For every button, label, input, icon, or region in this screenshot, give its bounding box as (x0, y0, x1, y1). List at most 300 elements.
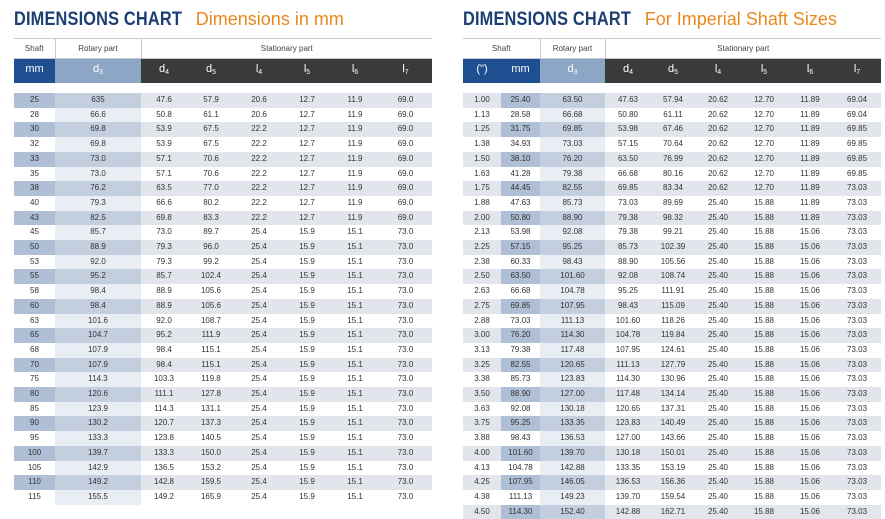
table-row (14, 416, 432, 431)
table-row (463, 505, 881, 519)
table-cell: 20.62 (695, 152, 741, 167)
table-cell: 73.03 (833, 490, 881, 505)
table-cell: 11.89 (787, 196, 833, 211)
table-cell: 73.03 (833, 255, 881, 270)
table-cell: 15.88 (741, 284, 787, 299)
table-cell: 12.70 (741, 152, 787, 167)
table-row (14, 387, 432, 402)
table-cell: 15.9 (283, 475, 331, 490)
table-cell: 1.63 (463, 167, 501, 182)
table-cell: 101.60 (501, 446, 540, 461)
table-cell: 88.90 (605, 255, 651, 270)
table-cell: 15.1 (331, 402, 379, 417)
table-row (14, 167, 432, 182)
table-cell: 4.50 (463, 505, 501, 519)
table-cell: 1.25 (463, 122, 501, 137)
table-cell: 11.89 (787, 137, 833, 152)
table-cell: 136.53 (540, 431, 605, 446)
table-cell: 20.62 (695, 122, 741, 137)
table-cell: 159.5 (187, 475, 235, 490)
table-cell: 69.85 (540, 122, 605, 137)
imperial-dimensions-panel (463, 0, 881, 519)
table-row (14, 240, 432, 255)
table-cell: 15.06 (787, 328, 833, 343)
table-cell: 102.4 (187, 269, 235, 284)
table-cell: 69.85 (833, 152, 881, 167)
table-cell: 130.96 (651, 372, 695, 387)
table-cell: 53 (14, 255, 55, 270)
table-cell: 35 (14, 167, 55, 182)
table-cell: 73.0 (379, 299, 432, 314)
table-cell: 73.0 (379, 314, 432, 329)
table-cell: 1.00 (463, 93, 501, 108)
table-cell: 15.88 (741, 416, 787, 431)
col-header-l4: $l_4$ (695, 59, 741, 84)
table-cell: 115.1 (187, 343, 235, 358)
table-cell: 107.9 (55, 343, 141, 358)
table-cell: 11.9 (331, 196, 379, 211)
table-cell: 1.50 (463, 152, 501, 167)
table-cell: 73.03 (833, 416, 881, 431)
table-cell: 155.5 (55, 490, 141, 505)
table-row (14, 108, 432, 123)
table-cell: 25.4 (235, 446, 283, 461)
table-cell: 25.40 (695, 431, 741, 446)
table-cell: 63.5 (141, 181, 187, 196)
table-cell: 101.6 (55, 314, 141, 329)
table-row (463, 137, 881, 152)
table-cell: 73.03 (833, 358, 881, 373)
col-header-d4: $d_4$ (141, 59, 187, 84)
table-cell: 143.66 (651, 431, 695, 446)
table-cell: 3.38 (463, 372, 501, 387)
table-cell: 82.55 (501, 358, 540, 373)
table-cell: 15.88 (741, 387, 787, 402)
table-cell: 111.13 (540, 314, 605, 329)
table-cell: 119.84 (651, 328, 695, 343)
table-row (14, 461, 432, 476)
table-cell: 67.46 (651, 122, 695, 137)
table-cell: 150.01 (651, 446, 695, 461)
table-cell: 4.38 (463, 490, 501, 505)
table-cell: 66.6 (141, 196, 187, 211)
table-cell: 69.85 (605, 181, 651, 196)
table-cell: 31.75 (501, 122, 540, 137)
table-cell: 11.89 (787, 167, 833, 182)
table-cell: 123.9 (55, 402, 141, 417)
table-cell: 15.9 (283, 343, 331, 358)
table-cell: 107.95 (501, 475, 540, 490)
table-cell: 133.3 (141, 446, 187, 461)
table-cell: 118.26 (651, 314, 695, 329)
table-cell: 124.61 (651, 343, 695, 358)
table-cell: 98.4 (55, 284, 141, 299)
table-cell: 153.19 (651, 461, 695, 476)
table-cell: 73.0 (379, 387, 432, 402)
table-cell: 25.4 (235, 372, 283, 387)
table-cell: 47.63 (501, 196, 540, 211)
table-row (14, 181, 432, 196)
table-cell: 53.9 (141, 122, 187, 137)
table-cell: 12.7 (283, 167, 331, 182)
table-cell: 12.70 (741, 108, 787, 123)
table-row (463, 225, 881, 240)
table-cell: 98.4 (141, 358, 187, 373)
table-cell: 15.06 (787, 475, 833, 490)
table-cell: 70 (14, 358, 55, 373)
table-cell: 12.7 (283, 152, 331, 167)
table-cell: 114.3 (55, 372, 141, 387)
table-cell: 99.21 (651, 225, 695, 240)
table-cell: 83.34 (651, 181, 695, 196)
table-cell: 15.1 (331, 269, 379, 284)
table-cell: 103.3 (141, 372, 187, 387)
table-row (463, 269, 881, 284)
imperial-title-main: DIMENSIONS CHART (463, 9, 631, 30)
table-cell: 22.2 (235, 152, 283, 167)
table-cell: 80.2 (187, 196, 235, 211)
table-cell: 2.63 (463, 284, 501, 299)
table-cell: 69.8 (141, 211, 187, 226)
col-header-mm: mm (501, 59, 540, 84)
table-cell: 136.53 (605, 475, 651, 490)
table-cell: 25.40 (695, 387, 741, 402)
table-cell: 25.40 (695, 299, 741, 314)
shaft-group-header: Shaft (463, 39, 540, 59)
table-cell: 149.2 (55, 475, 141, 490)
table-cell: 73.03 (833, 181, 881, 196)
table-cell: 15.06 (787, 240, 833, 255)
table-cell: 73.03 (833, 299, 881, 314)
table-cell: 73.03 (833, 269, 881, 284)
table-cell: 25.4 (235, 490, 283, 505)
table-cell: 136.5 (141, 461, 187, 476)
table-cell: 25.4 (235, 387, 283, 402)
table-cell: 15.9 (283, 328, 331, 343)
table-cell: 20.62 (695, 167, 741, 182)
table-cell: 15.1 (331, 284, 379, 299)
table-cell: 20.62 (695, 108, 741, 123)
table-cell: 15.88 (741, 196, 787, 211)
table-cell: 66.68 (501, 284, 540, 299)
table-cell: 41.28 (501, 167, 540, 182)
table-cell: 25 (14, 93, 55, 108)
table-cell: 73.0 (55, 152, 141, 167)
table-cell: 15.1 (331, 314, 379, 329)
table-cell: 34.93 (501, 137, 540, 152)
table-cell: 25.40 (695, 269, 741, 284)
table-cell: 69.0 (379, 167, 432, 182)
table-group-header (463, 39, 881, 59)
table-cell: 130.2 (55, 416, 141, 431)
table-cell: 15.06 (787, 372, 833, 387)
table-cell: 15.9 (283, 387, 331, 402)
table-cell: 127.79 (651, 358, 695, 373)
table-cell: 137.31 (651, 402, 695, 417)
table-cell: 12.7 (283, 122, 331, 137)
table-cell: 15.88 (741, 314, 787, 329)
table-cell: 140.49 (651, 416, 695, 431)
table-row (463, 122, 881, 137)
table-cell: 75 (14, 372, 55, 387)
table-cell: 70.6 (187, 167, 235, 182)
table-cell: 76.99 (651, 152, 695, 167)
table-cell: 89.69 (651, 196, 695, 211)
table-cell: 100 (14, 446, 55, 461)
table-cell: 15.88 (741, 505, 787, 519)
table-cell: 15.9 (283, 255, 331, 270)
table-cell: 58 (14, 284, 55, 299)
table-row (14, 284, 432, 299)
table-cell: 73.0 (379, 461, 432, 476)
table-row (14, 328, 432, 343)
table-cell: 3.63 (463, 402, 501, 417)
table-cell: 15.88 (741, 475, 787, 490)
col-header-l6: $l_6$ (331, 59, 379, 84)
table-cell: 2.25 (463, 240, 501, 255)
table-cell: 55 (14, 269, 55, 284)
table-cell: 15.06 (787, 225, 833, 240)
table-cell: 95.25 (540, 240, 605, 255)
table-cell: 68 (14, 343, 55, 358)
table-row (463, 196, 881, 211)
table-cell: 108.74 (651, 269, 695, 284)
col-header-l7: $l_7$ (379, 59, 432, 84)
table-cell: 11.89 (787, 152, 833, 167)
table-cell: 73.03 (833, 343, 881, 358)
table-cell: 73.03 (833, 475, 881, 490)
table-cell: 25.40 (695, 446, 741, 461)
table-cell: 69.8 (55, 137, 141, 152)
table-cell: 15.9 (283, 269, 331, 284)
table-cell: 11.89 (787, 211, 833, 226)
table-cell: 15.88 (741, 372, 787, 387)
table-cell: 69.0 (379, 93, 432, 108)
table-cell: 15.06 (787, 269, 833, 284)
table-cell: 57.1 (141, 152, 187, 167)
table-cell: 98.43 (501, 431, 540, 446)
table-cell: 57.15 (501, 240, 540, 255)
table-cell: 15.9 (283, 402, 331, 417)
stationary-group-header: Stationary part (141, 39, 432, 59)
table-row (463, 387, 881, 402)
table-cell: 104.78 (540, 284, 605, 299)
table-cell: 15.88 (741, 299, 787, 314)
table-cell: 67.5 (187, 137, 235, 152)
table-cell: 70.64 (651, 137, 695, 152)
table-cell: 25.40 (695, 284, 741, 299)
table-cell: 53.98 (501, 225, 540, 240)
table-row (463, 358, 881, 373)
table-cell: 11.9 (331, 167, 379, 182)
table-cell: 12.7 (283, 181, 331, 196)
table-row (14, 343, 432, 358)
table-cell: 25.40 (695, 225, 741, 240)
col-header-l4: $l_4$ (235, 59, 283, 84)
table-cell: 159.54 (651, 490, 695, 505)
table-cell: 15.1 (331, 299, 379, 314)
table-cell: 15.9 (283, 240, 331, 255)
table-cell: 15.9 (283, 284, 331, 299)
table-cell: 22.2 (235, 211, 283, 226)
table-cell: 15.06 (787, 505, 833, 519)
table-cell: 150.0 (187, 446, 235, 461)
table-row (14, 402, 432, 417)
table-row (463, 416, 881, 431)
table-column-header (463, 59, 881, 84)
table-cell: 104.78 (501, 461, 540, 476)
table-cell: 12.70 (741, 137, 787, 152)
table-cell: 15.06 (787, 416, 833, 431)
table-cell: 25.40 (695, 402, 741, 417)
table-cell: 15.06 (787, 284, 833, 299)
table-cell: 65 (14, 328, 55, 343)
table-cell: 69.0 (379, 108, 432, 123)
table-cell: 50.80 (605, 108, 651, 123)
table-cell: 69.0 (379, 122, 432, 137)
table-cell: 76.20 (501, 328, 540, 343)
table-cell: 69.04 (833, 108, 881, 123)
table-row (463, 475, 881, 490)
table-cell: 105.6 (187, 299, 235, 314)
table-cell: 15.9 (283, 416, 331, 431)
table-cell: 76.20 (540, 152, 605, 167)
table-cell: 142.9 (55, 461, 141, 476)
table-cell: 20.6 (235, 108, 283, 123)
table-cell: 105 (14, 461, 55, 476)
table-cell: 1.38 (463, 137, 501, 152)
table-row (463, 490, 881, 505)
table-cell: 95.2 (141, 328, 187, 343)
table-cell: 73.03 (833, 387, 881, 402)
table-cell: 15.88 (741, 328, 787, 343)
table-cell: 45 (14, 225, 55, 240)
table-cell: 12.7 (283, 196, 331, 211)
table-cell: 153.2 (187, 461, 235, 476)
table-row (463, 152, 881, 167)
table-cell: 25.4 (235, 461, 283, 476)
table-cell: 15.1 (331, 328, 379, 343)
table-cell: 111.13 (605, 358, 651, 373)
table-cell: 123.83 (540, 372, 605, 387)
table-cell: 80 (14, 387, 55, 402)
table-cell: 95 (14, 431, 55, 446)
table-cell: 107.95 (540, 299, 605, 314)
col-header-mm: mm (14, 59, 55, 84)
table-row (14, 431, 432, 446)
table-cell: 15.06 (787, 402, 833, 417)
table-cell: 11.89 (787, 181, 833, 196)
table-cell: 69.0 (379, 152, 432, 167)
table-cell: 32 (14, 137, 55, 152)
table-cell: 25.40 (695, 461, 741, 476)
table-cell: 25.4 (235, 255, 283, 270)
table-cell: 73.03 (540, 137, 605, 152)
table-cell: 25.4 (235, 358, 283, 373)
table-cell: 88.9 (141, 299, 187, 314)
header-spacer (463, 83, 881, 93)
table-cell: 139.70 (540, 446, 605, 461)
table-cell: 101.60 (540, 269, 605, 284)
table-cell: 25.4 (235, 431, 283, 446)
imperial-title-sub: For Imperial Shaft Sizes (644, 9, 837, 29)
table-cell: 15.1 (331, 416, 379, 431)
table-cell: 73.03 (833, 225, 881, 240)
table-cell: 101.60 (605, 314, 651, 329)
table-cell: 15.9 (283, 299, 331, 314)
table-cell: 111.91 (651, 284, 695, 299)
table-cell: 20.62 (695, 137, 741, 152)
table-cell: 15.1 (331, 343, 379, 358)
table-cell: 114.30 (501, 505, 540, 519)
table-cell: 20.62 (695, 93, 741, 108)
table-cell: 85.73 (501, 372, 540, 387)
table-cell: 131.1 (187, 402, 235, 417)
table-row (14, 225, 432, 240)
table-cell: 115.09 (651, 299, 695, 314)
table-cell: 15.88 (741, 211, 787, 226)
table-cell: 15.1 (331, 372, 379, 387)
table-cell: 12.70 (741, 167, 787, 182)
table-cell: 15.9 (283, 225, 331, 240)
table-cell: 149.2 (141, 490, 187, 505)
table-cell: 133.3 (55, 431, 141, 446)
table-cell: 25.4 (235, 416, 283, 431)
table-cell: 73.03 (833, 284, 881, 299)
table-cell: 15.1 (331, 475, 379, 490)
table-cell: 73.0 (379, 284, 432, 299)
table-cell: 73.03 (833, 196, 881, 211)
table-cell: 2.13 (463, 225, 501, 240)
table-cell: 111.13 (501, 490, 540, 505)
table-cell: 89.7 (187, 225, 235, 240)
table-cell: 25.4 (235, 475, 283, 490)
table-cell: 25.40 (695, 196, 741, 211)
table-cell: 73.0 (379, 255, 432, 270)
table-cell: 25.40 (695, 416, 741, 431)
table-cell: 15.06 (787, 387, 833, 402)
table-row (463, 343, 881, 358)
table-cell: 79.3 (141, 240, 187, 255)
table-row (14, 255, 432, 270)
table-cell: 15.9 (283, 431, 331, 446)
table-cell: 61.11 (651, 108, 695, 123)
table-cell: 3.00 (463, 328, 501, 343)
table-cell: 4.25 (463, 475, 501, 490)
table-cell: 15.9 (283, 314, 331, 329)
table-cell: 1.88 (463, 196, 501, 211)
table-cell: 15.06 (787, 461, 833, 476)
table-cell: 60 (14, 299, 55, 314)
table-cell: 40 (14, 196, 55, 211)
table-row (14, 122, 432, 137)
table-cell: 25.4 (235, 225, 283, 240)
table-cell: 60.33 (501, 255, 540, 270)
table-cell: 22.2 (235, 167, 283, 182)
table-cell: 120.7 (141, 416, 187, 431)
table-cell: 69.8 (55, 122, 141, 137)
table-cell: 114.30 (605, 372, 651, 387)
table-cell: 15.9 (283, 446, 331, 461)
table-cell: 104.78 (605, 328, 651, 343)
col-header-d5: $d_5$ (651, 59, 695, 84)
table-cell: 11.9 (331, 137, 379, 152)
table-row (14, 211, 432, 226)
table-cell: 117.48 (605, 387, 651, 402)
table-cell: 79.3 (55, 196, 141, 211)
table-row (463, 299, 881, 314)
table-cell: 98.43 (605, 299, 651, 314)
